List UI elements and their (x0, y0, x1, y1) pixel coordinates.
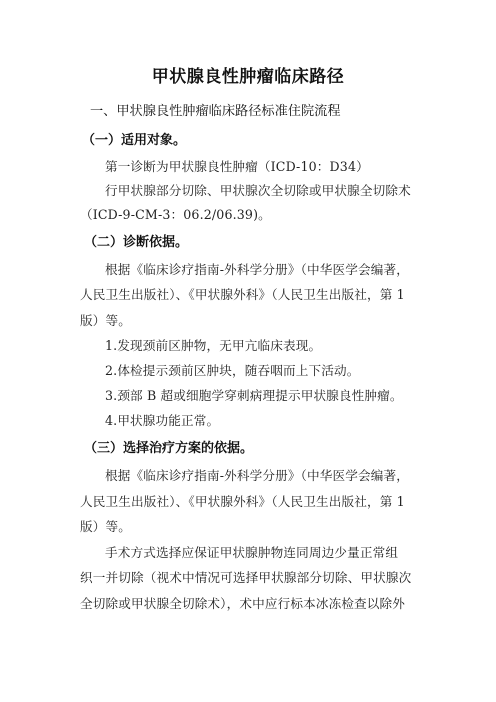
list-item: 2.体检提示颈前区肿块，随吞咽而上下活动。 (105, 363, 360, 378)
paragraph-line: 人民卫生出版社）、《甲状腺外科》（人民卫生出版社，第 1 (80, 287, 405, 302)
list-item: 4.甲状腺功能正常。 (105, 413, 220, 428)
section-heading: 一、甲状腺良性肿瘤临床路径标准住院流程 (90, 104, 341, 119)
paragraph-line: （ICD-9-CM-3：06.2/06.39)。 (80, 207, 271, 222)
list-item: 3.颈部 B 超或细胞学穿刺病理提示甲状腺良性肿瘤。 (105, 388, 403, 403)
paragraph-line: 版）等。 (80, 519, 131, 534)
paragraph-line: 根据《临床诊疗指南-外科学分册》（中华医学会编著， (105, 468, 409, 483)
paragraph-line: 织一并切除（视术中情况可选择甲状腺部分切除、甲状腺次 (80, 570, 412, 585)
paragraph-line: 手术方式选择应保证甲状腺肿物连同周边少量正常组 (105, 545, 399, 560)
document-title: 甲状腺良性肿瘤临床路径 (151, 67, 345, 87)
subsection-heading-treatment: （三）选择治疗方案的依据。 (84, 441, 254, 456)
paragraph-line: 全切除或甲状腺全切除术），术中应行标本冰冻检查以除外 (80, 596, 406, 611)
paragraph-line: 根据《临床诊疗指南-外科学分册》（中华医学会编著， (105, 262, 409, 277)
subsection-heading-scope: （一）适用对象。 (82, 133, 187, 148)
list-item: 1.发现颈前区肿物，无甲亢临床表现。 (105, 338, 322, 353)
subsection-heading-diagnosis: （二）诊断依据。 (84, 235, 189, 250)
paragraph-line: 人民卫生出版社）、《甲状腺外科》（人民卫生出版社，第 1 (80, 494, 405, 509)
paragraph-line: 第一诊断为甲状腺良性肿瘤（ICD-10：D34） (105, 159, 369, 174)
paragraph-line: 版）等。 (80, 313, 131, 328)
paragraph-line: 行甲状腺部分切除、甲状腺次全切除或甲状腺全切除术 (105, 183, 411, 198)
